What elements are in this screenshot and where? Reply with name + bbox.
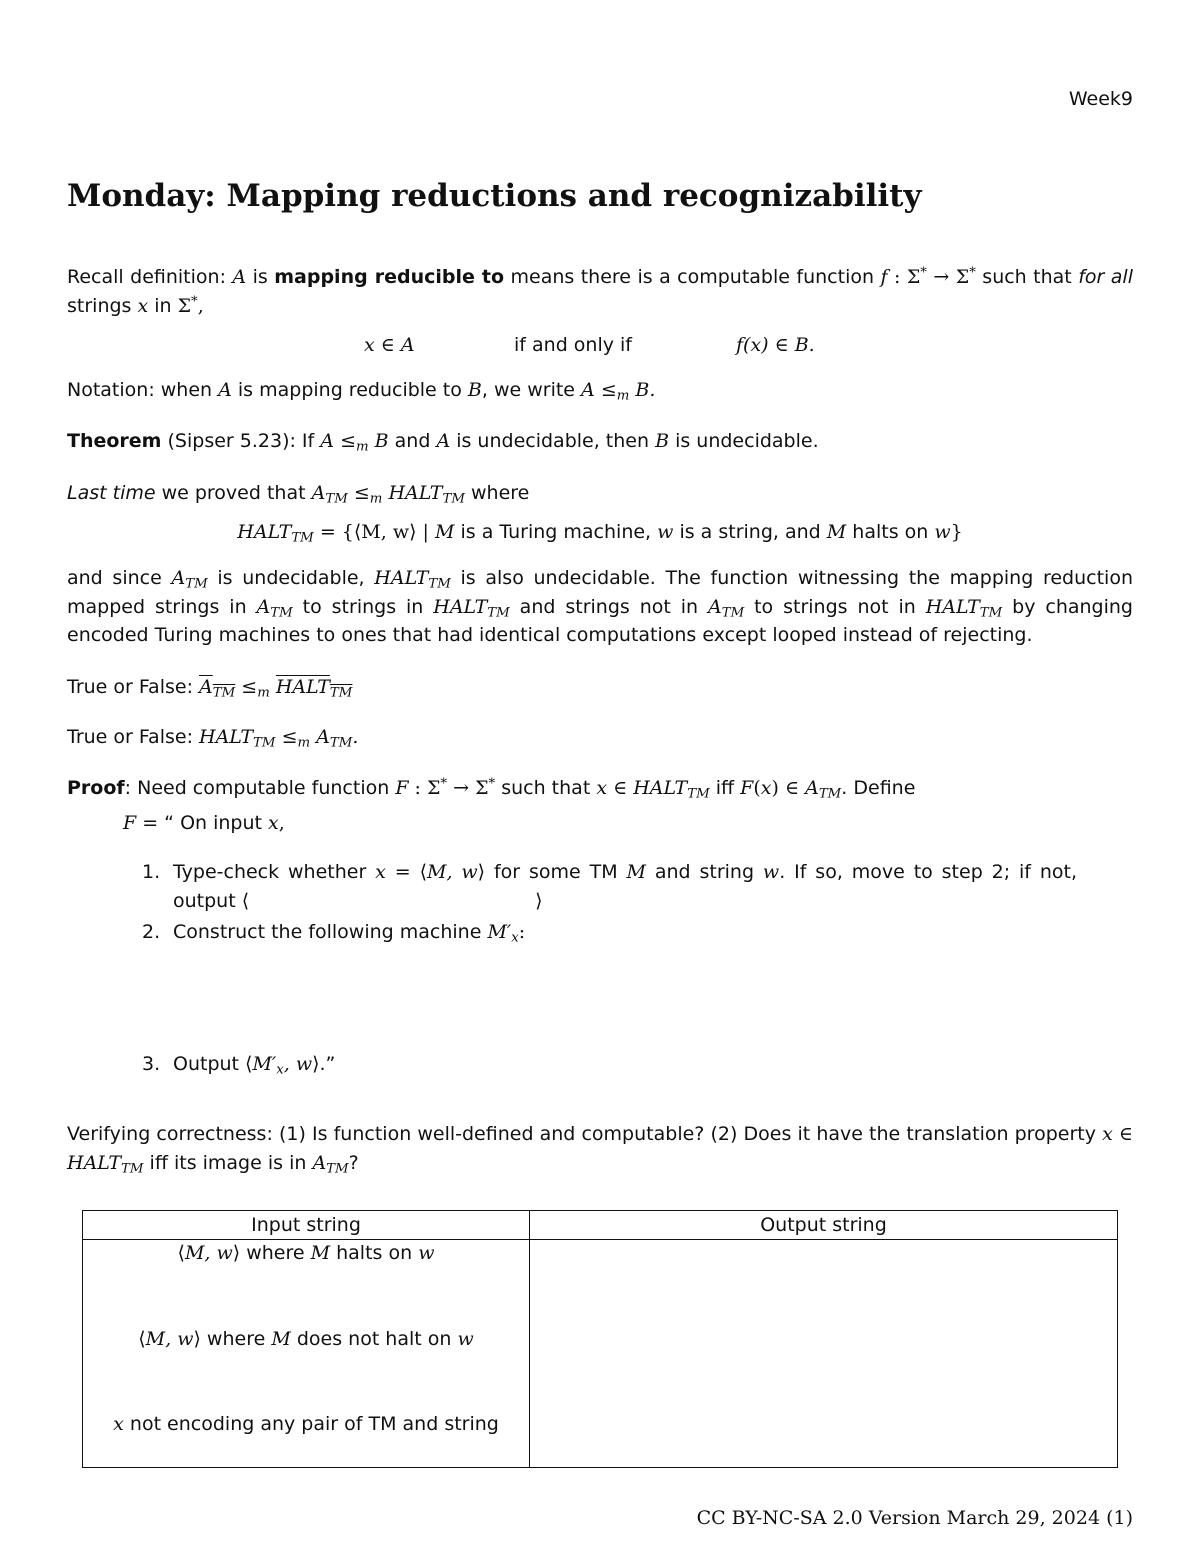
step-2-number: 2. <box>142 921 161 943</box>
step-3-number: 3. <box>142 1053 161 1075</box>
input-row-not-encoding: x not encoding any pair of TM and string <box>113 1413 499 1435</box>
header-input: Input string <box>83 1211 530 1240</box>
input-output-table <box>82 1210 1118 1468</box>
verify-paragraph: Verifying correctness: (1) Is function well-defined and computable? (2) Does it have the translation property x ∈ $HALT_{TM}$ iff its image is in $A_{TM}$? <box>67 1123 1133 1176</box>
step-3: Output $⟨M'_x$, w⟩.” <box>173 1053 336 1078</box>
header-output: Output string <box>530 1211 1118 1240</box>
step-1-number: 1. <box>142 861 161 883</box>
define-F: F = “ On input x, <box>123 812 285 834</box>
halt-definition: $HALT_{TM}$ = {⟨M, w⟩ | M is a Turing machine, w is a string, and M halts on w} <box>237 521 963 546</box>
equivalence-middle: if and only if <box>514 334 632 356</box>
page-title: Monday: Mapping reductions and recognizability <box>67 178 922 214</box>
table-cell-inputs <box>83 1240 530 1468</box>
step-2: Construct the following machine $M'_x$: <box>173 921 526 946</box>
equivalence-left: x ∈ A <box>364 334 415 356</box>
input-row-not-halts: ⟨M, w⟩ where M does not halt on w <box>138 1328 474 1350</box>
notation-line: Notation: when A is mapping reducible to B, we write $A \le_m$ B. <box>67 379 656 404</box>
true-false-2: True or False: $HALT_{TM} \le_m$ $A_{TM}$. <box>67 726 359 751</box>
recall-definition: Recall definition: A is mapping reducible to means there is a computable function f : Σ* → Σ* such that for all strings x in Σ*, <box>67 265 1133 317</box>
proof-line: Proof: Need computable function F : Σ* → Σ* such that x ∈ $HALT_{TM}$ iff F(x) ∈ $A_{TM}$. Define <box>67 776 916 802</box>
explanation-paragraph: and since $A_{TM}$ is undecidable, $HALT_{TM}$ is also undecidable. The function witnessing the mapping reduction mapped strings in $A_{TM}$ to strings in $HALT_{TM}$ and strings not in $A_{TM}$ to strings not in $HALT_{TM}$ by changing encoded Turing machines to ones that had identical computations except looped instead of rejecting. <box>67 567 1133 646</box>
footer: CC BY-NC-SA 2.0 Version March 29, 2024 (1) <box>696 1507 1133 1529</box>
true-false-1: True or False: $A_{TM} \le_m$ $HALT_{TM}$ <box>67 676 353 701</box>
equivalence-right: f(x) ∈ B. <box>736 334 815 356</box>
input-row-halts: ⟨M, w⟩ where M halts on w <box>177 1242 435 1264</box>
table-cell-outputs <box>530 1240 1118 1468</box>
last-time-line: Last time we proved that $A_{TM} \le_m$ $HALT_{TM}$ where <box>67 482 530 507</box>
week-label: Week9 <box>1068 88 1133 110</box>
theorem-line: Theorem (Sipser 5.23): If $A \le_m$ B and A is undecidable, then B is undecidable. <box>67 430 819 455</box>
step-1: Type-check whether x = ⟨M, w⟩ for some TM M and string w. If so, move to step 2; if not, output ⟨ ⟩ <box>173 861 1078 912</box>
